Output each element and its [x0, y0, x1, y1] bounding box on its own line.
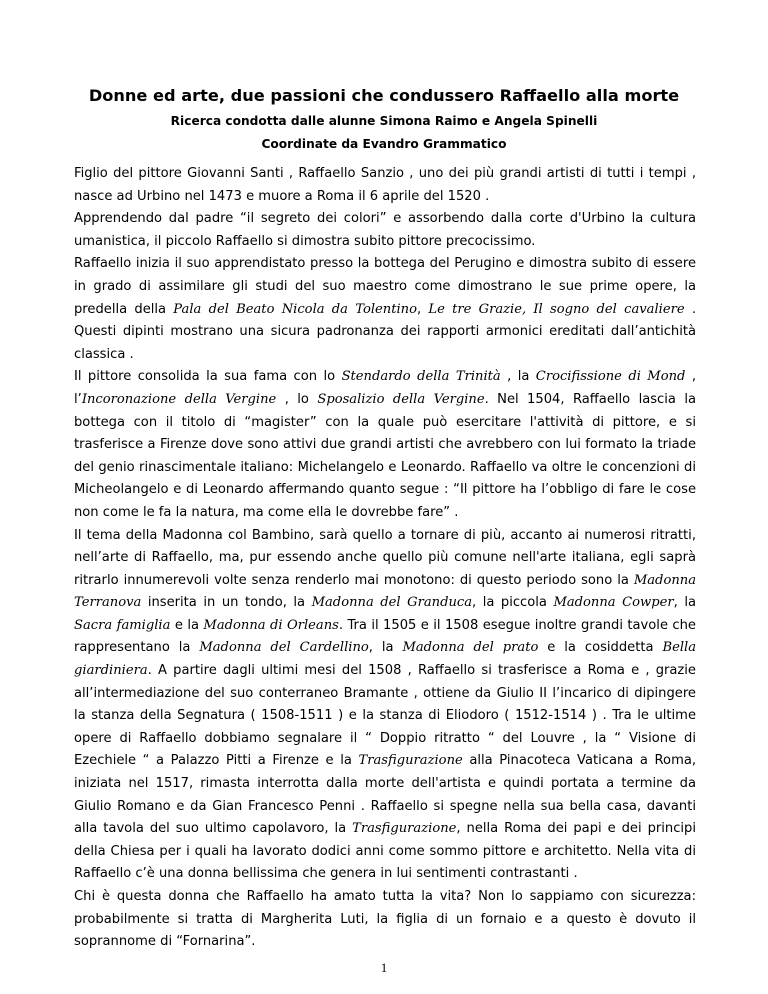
document-body [74, 163, 696, 954]
document-subtitle-authors: Ricerca condotta dalle alunne Simona Raimo e Angela Spinelli [170, 114, 598, 128]
artwork-title: Incoronazione della Vergine [81, 391, 277, 407]
body-text-run: inserita in un tondo, la [141, 595, 312, 611]
body-text-run: . A partire dagli ultimi mesi del 1508 , Raffaello si trasferisce a Roma e , grazie all’intermediazione del suo conterraneo Bramante , ottiene da Giulio II l’incarico di dipingere la stanza della Segnatura ( 1508-1511 ) e la stanza di Eliodoro ( 1512-1514 ) . Tra le ultime opere di Raffaello dobbiamo segnalare il “ Doppio ritratto “ del Louvre , la “ Visione di Ezechiele “ a Palazzo Pitti a Firenze e la [74, 663, 696, 769]
body-text-run: , l’ [74, 369, 697, 407]
body-text-run: Il pittore consolida la sua fama con lo [74, 369, 342, 385]
artwork-title: Sacra famiglia [74, 617, 171, 633]
artwork-title: Madonna del prato [402, 640, 539, 656]
body-text-run: alla Pinacoteca Vaticana a Roma, iniziata nel 1517, rimasta interrotta dalla morte dell'artista e quindi portata a termine da Giulio Romano e da Gian Francesco Penni . Raffaello si spegne nella sua bella casa, davanti alla tavola del suo ultimo capolavoro, la [74, 753, 697, 837]
artwork-title: Pala del Beato Nicola da Tolentino [173, 301, 417, 317]
body-paragraph [74, 366, 696, 524]
artwork-title: Madonna del Granduca [311, 595, 473, 611]
document-title: Donne ed arte, due passioni che condussero Raffaello alla morte [88, 86, 680, 105]
artwork-title: Le tre Grazie, Il sogno del cavaliere [428, 301, 685, 317]
document-subtitle-coordinator: Coordinate da Evandro Grammatico [261, 137, 507, 151]
body-text-run: , la [368, 640, 403, 656]
artwork-title: Bella giardiniera [74, 640, 697, 679]
body-paragraph [74, 525, 696, 887]
artwork-title: Crocifissione di Mond [535, 369, 686, 385]
body-text-run: Raffaello inizia il suo apprendistato presso la bottega del Perugino e dimostra subito di essere in grado di assimilare gli studi del suo maestro come dimostrano le sue prime opere, la predella della [74, 256, 696, 317]
page-number: 1 [380, 960, 388, 975]
body-text-run: e la cosiddetta [538, 640, 663, 656]
artwork-title: Sposalizio della Vergine [317, 391, 485, 407]
artwork-title: Madonna Terranova [74, 572, 696, 611]
body-paragraph [74, 253, 696, 366]
body-text-run: Il tema della Madonna col Bambino, sarà quello a tornare di più, accanto ai numerosi ritratti, nell’arte di Raffaello, ma, pur essendo anche quello più comune nell'arte italiana, egli saprà ritrarlo innumerevoli volte senza renderlo mai monotono: di questo periodo sono la [74, 527, 696, 588]
artwork-title: Trasfigurazione [358, 753, 463, 769]
body-text-run: . Nel 1504, Raffaello lascia la bottega con il titolo di “magister” con la quale può esercitare l'attività di pittore, e si trasferisce a Firenze dove sono attivi due grandi artisti che avrebbero con lui formato la triade del genio rinascimentale italiano: Michelangelo e Leonardo. Raffaello va oltre le concenzioni di Micheolangelo e di Leonardo affermando quanto segue : “Il pittore ha l’obbligo di fare le cose non come le fa la natura, ma come ella le dovrebbe fare” . [74, 391, 696, 520]
body-paragraph [74, 886, 696, 954]
body-text-run: , la piccola [472, 595, 554, 611]
body-text-run: , nella Roma dei papi e dei principi della Chiesa per i quali ha lavorato dodici anni come sommo pittore e architetto. Nella vita di Raffaello c’è una donna bellissima che genera in lui sentimenti contrastanti . [74, 821, 696, 882]
body-text-run: Apprendendo dal padre “il segreto dei colori” e assorbendo dalla corte d'Urbino la cultura umanistica, il piccolo Raffaello si dimostra subito pittore precocissimo. [74, 211, 696, 249]
artwork-title: Madonna del Cardellino [199, 640, 369, 656]
body-text-run: . Tra il 1505 e il 1508 esegue inoltre grandi tavole che rappresentano la [74, 617, 696, 656]
body-text-run: , la [500, 369, 536, 385]
body-text-run: , lo [276, 391, 318, 407]
artwork-title: Stendardo della Trinità [341, 369, 501, 385]
artwork-title: Madonna di Orleans [203, 617, 339, 633]
body-paragraph [74, 163, 696, 208]
body-text-run: Figlio del pittore Giovanni Santi , Raffaello Sanzio , uno dei più grandi artisti di tutti i tempi , nasce ad Urbino nel 1473 e muore a Roma il 6 aprile del 1520 . [74, 166, 696, 204]
artwork-title: Trasfigurazione [352, 821, 457, 837]
body-paragraph [74, 208, 696, 253]
body-text-run: , la [673, 595, 696, 611]
body-text-run: , [416, 301, 429, 317]
body-text-run: . Questi dipinti mostrano una sicura padronanza dei rapporti armonici ereditati dall’antichità classica . [74, 301, 697, 362]
body-text-run: Chi è questa donna che Raffaello ha amato tutta la vita? Non lo sappiamo con sicurezza: probabilmente si tratta di Margherita Luti, la figlia di un fornaio e a questo è dovuto il soprannome di “Fornarina”. [74, 889, 696, 950]
body-text-run: e la [170, 617, 204, 633]
artwork-title: Madonna Cowper [553, 595, 674, 611]
